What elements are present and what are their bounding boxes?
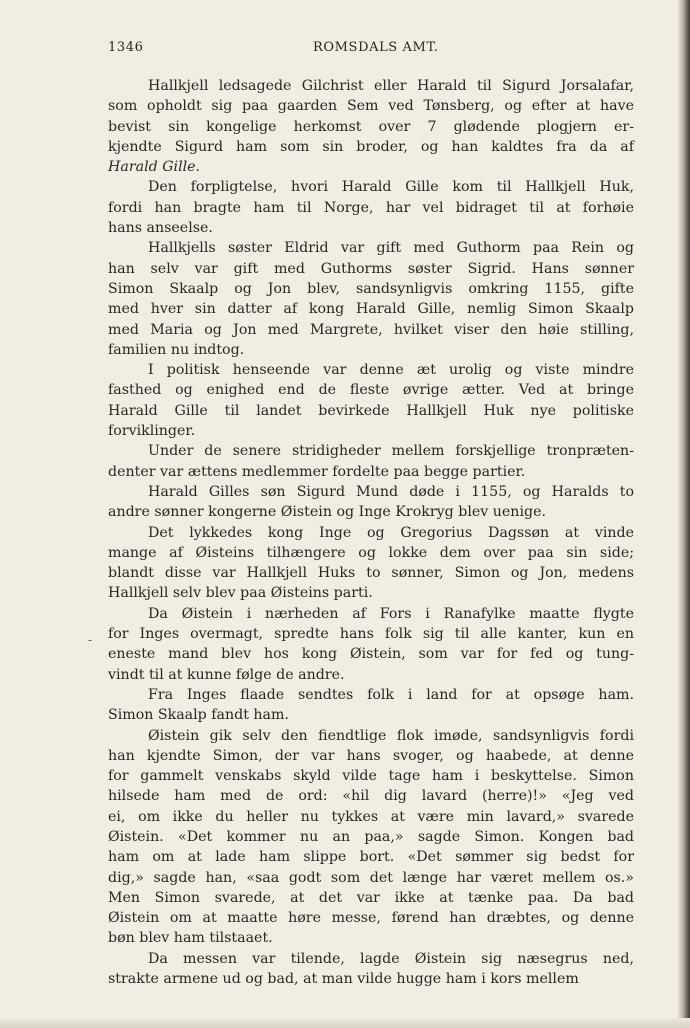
text-line: med Maria og Jon med Margrete, hvilket viser den høie stilling, — [108, 321, 634, 338]
text-line: med hver sin datter af kong Harald Gille, nemlig Simon Skaalp — [108, 301, 634, 318]
text-line: Øistein. «Det kommer nu an paa,» sagde Simon. Kongen bad — [108, 828, 634, 845]
text-line: bevist sin kongelige herkomst over 7 glødende plogjern er- — [108, 118, 634, 135]
page-number: 1346 — [108, 40, 144, 55]
text-line: fasthed og enighed end de fleste øvrige ætter. Ved at bringe — [108, 382, 634, 399]
text-line: denter var ættens medlemmer fordelte paa begge partier. — [108, 463, 526, 480]
page-edge-shadow — [678, 0, 690, 1028]
text-line: Da messen var tilende, lagde Øistein sig næsegrus ned, — [148, 950, 634, 967]
text-line: Under de senere stridigheder mellem forskjellige tronpræten- — [148, 443, 634, 460]
text-line: han kjendte Simon, der var hans svoger, og haabede, at denne — [108, 747, 634, 764]
text-line: Hallkjells søster Eldrid var gift med Guthorm paa Rein og — [148, 240, 634, 257]
text-line: kjendte Sigurd ham som sin broder, og han kaldtes fra da af — [108, 138, 634, 155]
text-line: dig,» sagde han, «saa godt som det længe har været mellem os.» — [108, 869, 634, 886]
page-header — [108, 40, 634, 60]
text-line: andre sønner kongerne Øistein og Inge Krokryg blev uenige. — [108, 504, 546, 521]
text-line: Hallkjell selv blev paa Øisteins parti. — [108, 585, 373, 602]
text-line: Fra Inges flaade sendtes folk i land for at opsøge ham. — [148, 686, 634, 703]
text-line: forviklinger. — [108, 423, 196, 440]
text-line: Hallkjell ledsagede Gilchrist eller Harald til Sigurd Jorsalafar, — [148, 78, 634, 94]
text-line: ei, om ikke du heller nu tykkes at være min lavard,» svarede — [108, 808, 634, 825]
text-line: hilsede ham med de ord: «hil dig lavard (herre)!» «Jeg ved — [108, 788, 634, 805]
text-line: Øistein om at maatte høre messe, førend han dræbtes, og denne — [108, 910, 634, 927]
text-line: for gammelt venskabs skyld vilde tage ham i beskyttelse. Simon — [108, 768, 634, 785]
text-line: Harald Gille til landet bevirkede Hallkjell Huk nye politiske — [108, 402, 634, 419]
body-text — [108, 76, 634, 989]
margin-mark: - — [88, 633, 93, 647]
text-line: mange af Øisteins tilhængere og lokke dem over paa sin side; — [108, 544, 634, 561]
text-line: Da Øistein i nærheden af Fors i Ranafylke maatte flygte — [148, 605, 634, 622]
text-line: som opholdt sig paa gaarden Sem ved Tønsberg, og efter at have — [108, 98, 634, 115]
text-line: Øistein gik selv den fiendtlige flok imøde, sandsynligvis fordi — [148, 727, 634, 744]
text-line: Harald Gille. — [108, 159, 201, 176]
text-line: blandt disse var Hallkjell Huks to sønner, Simon og Jon, medens — [108, 565, 634, 582]
text-line: hans anseelse. — [108, 220, 213, 237]
text-line: ham om at lade ham slippe bort. «Det sømmer sig bedst for — [108, 849, 634, 866]
text-line: strakte armene ud og bad, at man vilde hugge ham i kors mellem — [108, 971, 579, 988]
text-line: Det lykkedes kong Inge og Gregorius Dagssøn at vinde — [148, 524, 634, 541]
text-line: Simon Skaalp fandt ham. — [108, 707, 289, 724]
text-line: fordi han bragte ham til Norge, har vel bidraget til at forhøie — [108, 199, 634, 216]
text-line: familien nu indtog. — [108, 341, 245, 358]
text-line: bøn blev ham tilstaaet. — [108, 930, 273, 947]
page-bottom-edge — [0, 1018, 690, 1028]
running-head: ROMSDALS AMT. — [313, 40, 439, 55]
text-line: eneste mand blev hos kong Øistein, som var for fed og tung- — [108, 646, 634, 663]
text-line: han selv var gift med Guthorms søster Sigrid. Hans sønner — [108, 260, 634, 277]
text-line: Den forpligtelse, hvori Harald Gille kom til Hallkjell Huk, — [148, 179, 634, 196]
text-line: Simon Skaalp og Jon blev, sandsynligvis omkring 1155, gifte — [108, 280, 634, 297]
text-line: I politisk henseende var denne æt urolig og viste mindre — [148, 362, 634, 379]
text-line: for Inges overmagt, spredte hans folk sig til alle kanter, kun en — [108, 626, 634, 643]
text-line: vindt til at kunne følge de andre. — [108, 666, 345, 683]
text-line: Men Simon svarede, at det var ikke at tænke paa. Da bad — [108, 889, 634, 906]
text-line: Harald Gilles søn Sigurd Mund døde i 1155, og Haralds to — [148, 483, 634, 500]
